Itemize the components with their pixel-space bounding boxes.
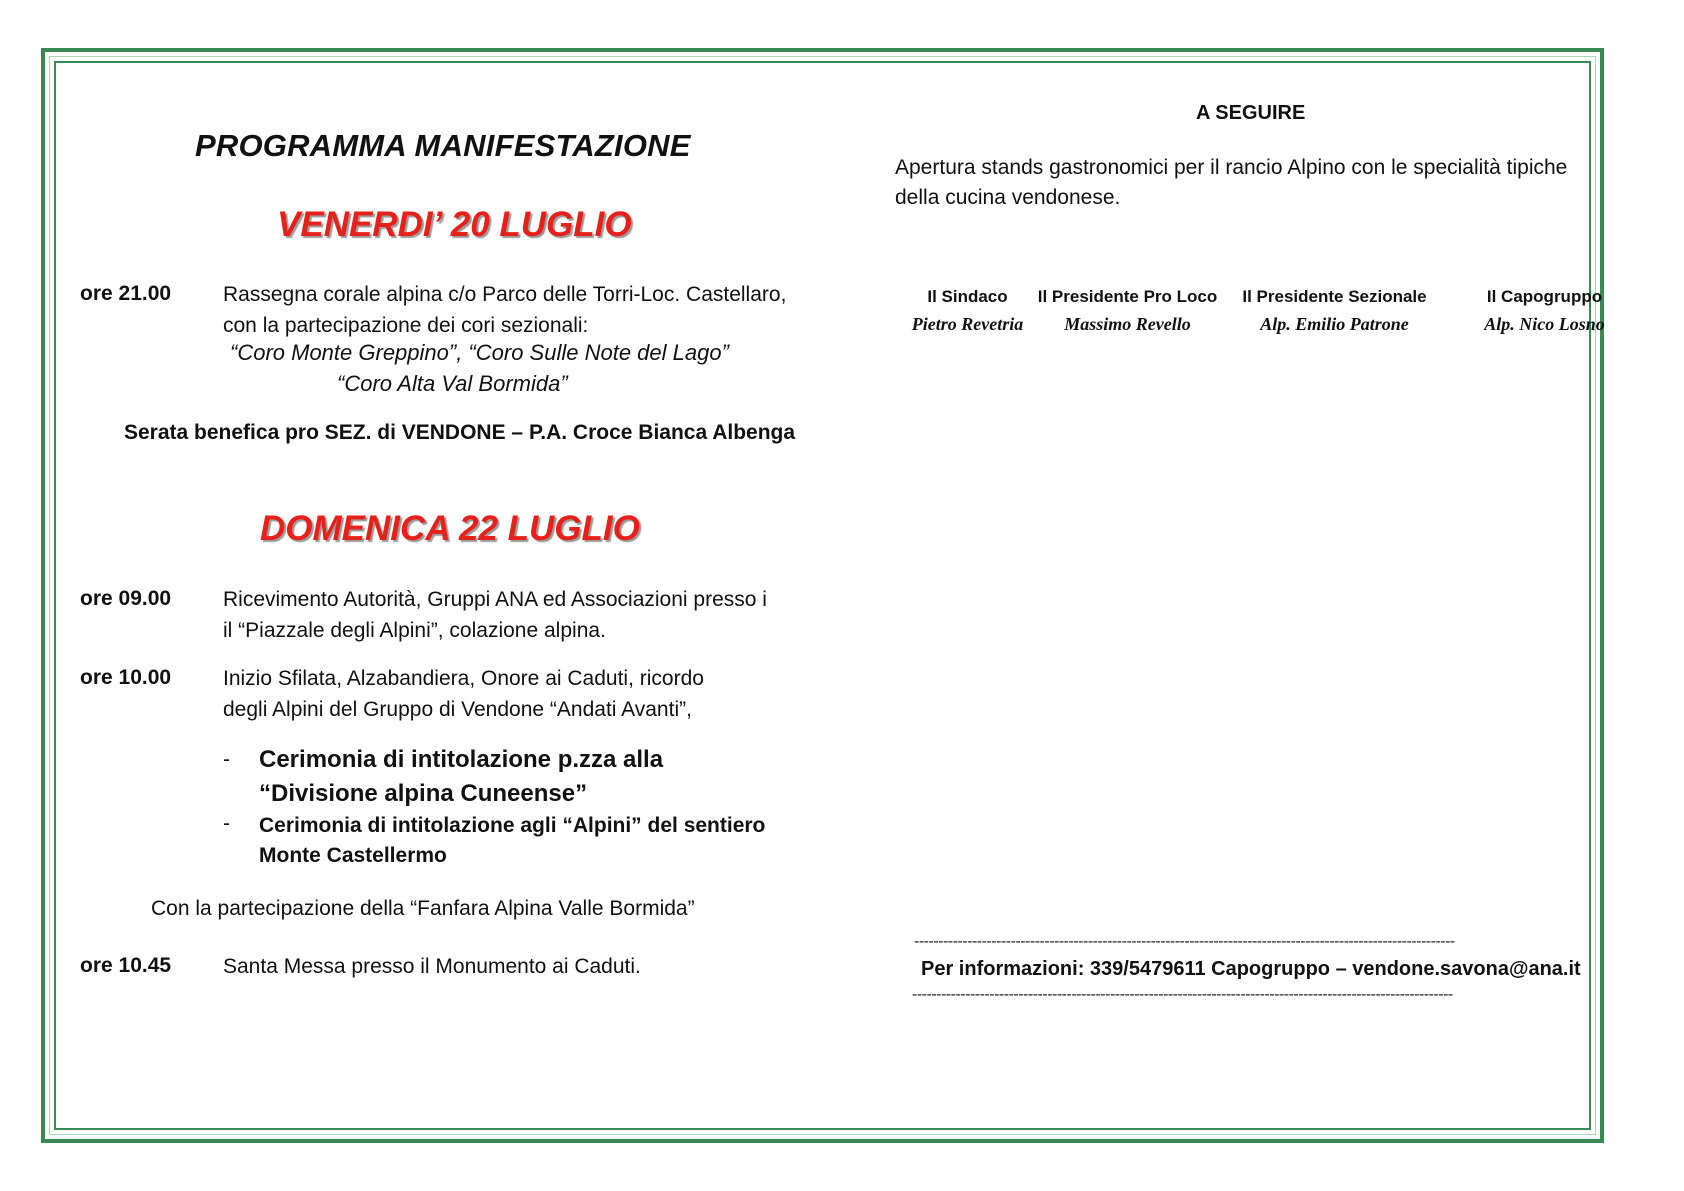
follow-paragraph-line1: Apertura stands gastronomici per il rancio Alpino con le specialità tipiche	[895, 156, 1568, 179]
friday-event-line1: Rassegna corale alpina c/o Parco delle Torri-Loc. Castellaro,	[223, 283, 787, 306]
friday-choirs-line2: “Coro Alta Val Bormida”	[337, 371, 568, 396]
follow-paragraph-line2: della cucina vendonese.	[895, 186, 1121, 209]
signature-role-sezionale: Il Presidente Sezionale	[1242, 287, 1427, 306]
event-time-1000: ore 10.00	[80, 666, 172, 689]
ceremony2-bullet: -	[223, 812, 230, 835]
friday-event-line2: con la partecipazione dei cori sezionali:	[223, 314, 589, 337]
signature-name-sindaco: Pietro Revetria	[911, 314, 1024, 334]
signature-name-capogruppo: Alp. Nico Losno	[1484, 314, 1605, 334]
event-1000-line2: degli Alpini del Gruppo di Vendone “Andati Avanti”,	[223, 698, 692, 721]
mass-text: Santa Messa presso il Monumento ai Caduti.	[223, 955, 641, 978]
ceremony1-line2: “Divisione alpina Cuneense”	[259, 780, 588, 807]
signature-role-capogruppo: Il Capogruppo	[1486, 287, 1603, 306]
program-title: PROGRAMMA MANIFESTAZIONE	[195, 128, 691, 163]
info-separator-top: ----------------------------------------------------------------------------------------------------------------	[914, 933, 1455, 950]
signature-role-proloco: Il Presidente Pro Loco	[1037, 287, 1218, 306]
ceremony1-bullet: -	[223, 748, 230, 771]
signature-name-proloco: Massimo Revello	[1064, 314, 1191, 334]
event-time-0900: ore 09.00	[80, 587, 172, 610]
friday-choirs-line1: “Coro Monte Greppino”, “Coro Sulle Note del Lago”	[230, 340, 729, 365]
ceremony2-line2: Monte Castellermo	[259, 844, 447, 867]
friday-heading: VENERDI’ 20 LUGLIO	[277, 205, 632, 244]
event-1000-line1: Inizio Sfilata, Alzabandiera, Onore ai Caduti, ricordo	[223, 667, 704, 690]
info-contact: Per informazioni: 339/5479611 Capogruppo – vendone.savona@ana.it	[921, 958, 1581, 980]
ceremony2-line1: Cerimonia di intitolazione agli “Alpini” del sentiero	[259, 814, 766, 837]
signature-role-sindaco: Il Sindaco	[927, 287, 1008, 306]
sunday-heading: DOMENICA 22 LUGLIO	[260, 509, 640, 548]
friday-benefit: Serata benefica pro SEZ. di VENDONE – P.A. Croce Bianca Albenga	[124, 421, 796, 444]
info-separator-bottom: ----------------------------------------------------------------------------------------------------------------	[912, 986, 1453, 1003]
event-0900-line2: il “Piazzale degli Alpini”, colazione alpina.	[223, 619, 606, 642]
signature-name-sezionale: Alp. Emilio Patrone	[1260, 314, 1409, 334]
follow-heading: A SEGUIRE	[1196, 102, 1306, 124]
event-0900-line1: Ricevimento Autorità, Gruppi ANA ed Associazioni presso i	[223, 588, 767, 611]
event-time-1045: ore 10.45	[80, 954, 172, 977]
fanfara-text: Con la partecipazione della “Fanfara Alpina Valle Bormida”	[151, 897, 695, 920]
ceremony1-line1: Cerimonia di intitolazione p.zza alla	[259, 746, 664, 773]
friday-event-time: ore 21.00	[80, 282, 172, 305]
